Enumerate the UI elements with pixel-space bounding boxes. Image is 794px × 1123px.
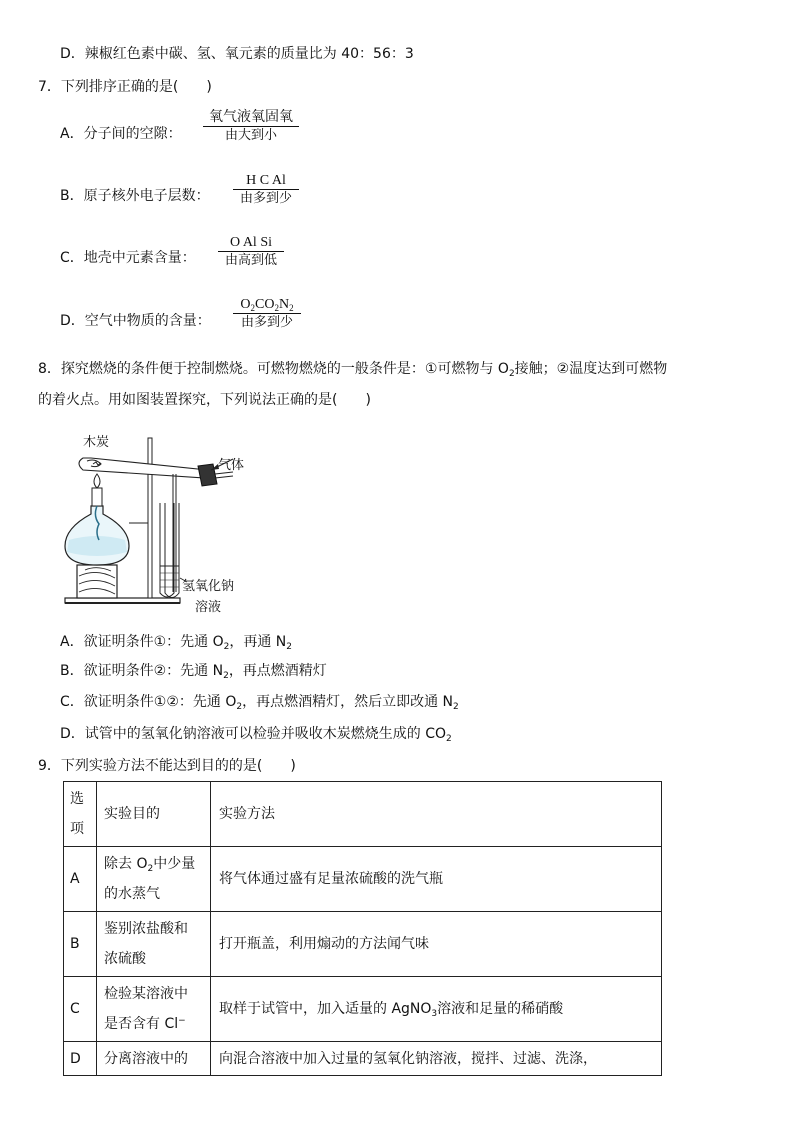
q7-option-a-fraction: [203, 110, 299, 145]
row-key: A: [64, 847, 97, 912]
q7-option-c-fraction: [218, 235, 284, 270]
q8-stem-line1: 8．探究燃烧的条件便于控制燃烧。可燃物燃烧的一般条件是：①可燃物与 $O_2$接触；②温度达到可燃物: [38, 361, 668, 379]
row-purpose: 除去 $O_2$中少量 的水蒸气: [97, 847, 211, 912]
row-purpose: 检验某溶液中 是否含有 Cl−: [97, 977, 211, 1042]
q7-option-a-top: 氧气液氧固氧: [203, 110, 299, 127]
q7-option-b-bottom: 由多到少: [239, 191, 292, 206]
q7-option-d-fraction: [233, 297, 301, 332]
q7-option-d-label: D．空气中物质的含量：: [60, 313, 211, 329]
row-method: 打开瓶盖，利用煽动的方法闻气味: [211, 912, 662, 977]
q8-apparatus-figure: [55, 428, 255, 618]
q7-option-c-bottom: 由高到低: [224, 253, 277, 268]
q7-option-d-top: $O_2CO_2N_2$: [233, 297, 301, 314]
q8-option-c: C．欲证明条件①②：先通 $O_2$，再点燃酒精灯，然后立即改通 $N_2$: [60, 694, 459, 712]
q7-option-c-top: O Al Si: [218, 235, 284, 252]
row-method: 取样于试管中，加入适量的 AgNO$_3$溶液和足量的稀硝酸: [211, 977, 662, 1042]
label-gas: 气体: [218, 458, 245, 473]
row-purpose: 分离溶液中的: [97, 1042, 211, 1076]
q7-option-b-label: B．原子核外电子层数：: [60, 188, 210, 204]
header-method: 实验方法: [211, 782, 662, 847]
header-option: 选 项: [64, 782, 97, 847]
header-purpose: 实验目的: [97, 782, 211, 847]
row-method: 将气体通过盛有足量浓硫酸的洗气瓶: [211, 847, 662, 912]
q7-option-b-top: H C Al: [233, 173, 299, 190]
q8-option-b: B．欲证明条件②：先通 $N_2$，再点燃酒精灯: [60, 663, 327, 681]
label-naoh-line1: 氢氧化钠: [182, 579, 235, 594]
table-row: [64, 847, 662, 912]
q8-stem-line2: 的着火点。用如图装置探究，下列说法正确的是( ): [38, 392, 371, 408]
q7-option-a-label: A．分子间的空隙：: [60, 126, 182, 142]
q9-table: [63, 781, 662, 1076]
q8-option-a: A．欲证明条件①：先通 $O_2$，再通 $N_2$: [60, 634, 293, 652]
q6-option-d: D．辣椒红色素中碳、氢、氧元素的质量比为 40：56：3: [60, 46, 414, 62]
table-row: [64, 977, 662, 1042]
q7-option-a-bottom: 由大到小: [224, 128, 277, 143]
q7-option-d-bottom: 由多到少: [240, 315, 293, 330]
label-charcoal: 木炭: [83, 435, 110, 450]
q7-option-c-label: C．地壳中元素含量：: [60, 250, 196, 266]
table-header-row: [64, 782, 662, 847]
table-row: [64, 1042, 662, 1076]
row-method: 向混合溶液中加入过量的氢氧化钠溶液，搅拌、过滤、洗涤，: [211, 1042, 662, 1076]
label-naoh-line2: 溶液: [195, 600, 222, 615]
q9-stem: 9．下列实验方法不能达到目的的是( ): [38, 758, 296, 774]
row-key: D: [64, 1042, 97, 1076]
row-purpose: 鉴别浓盐酸和 浓硫酸: [97, 912, 211, 977]
q7-option-b-fraction: [233, 173, 299, 208]
row-key: B: [64, 912, 97, 977]
q8-option-d: D．试管中的氢氧化钠溶液可以检验并吸收木炭燃烧生成的 $CO_2$: [60, 726, 452, 744]
row-key: C: [64, 977, 97, 1042]
table-row: [64, 912, 662, 977]
q7-stem: 7．下列排序正确的是( ): [38, 79, 212, 95]
